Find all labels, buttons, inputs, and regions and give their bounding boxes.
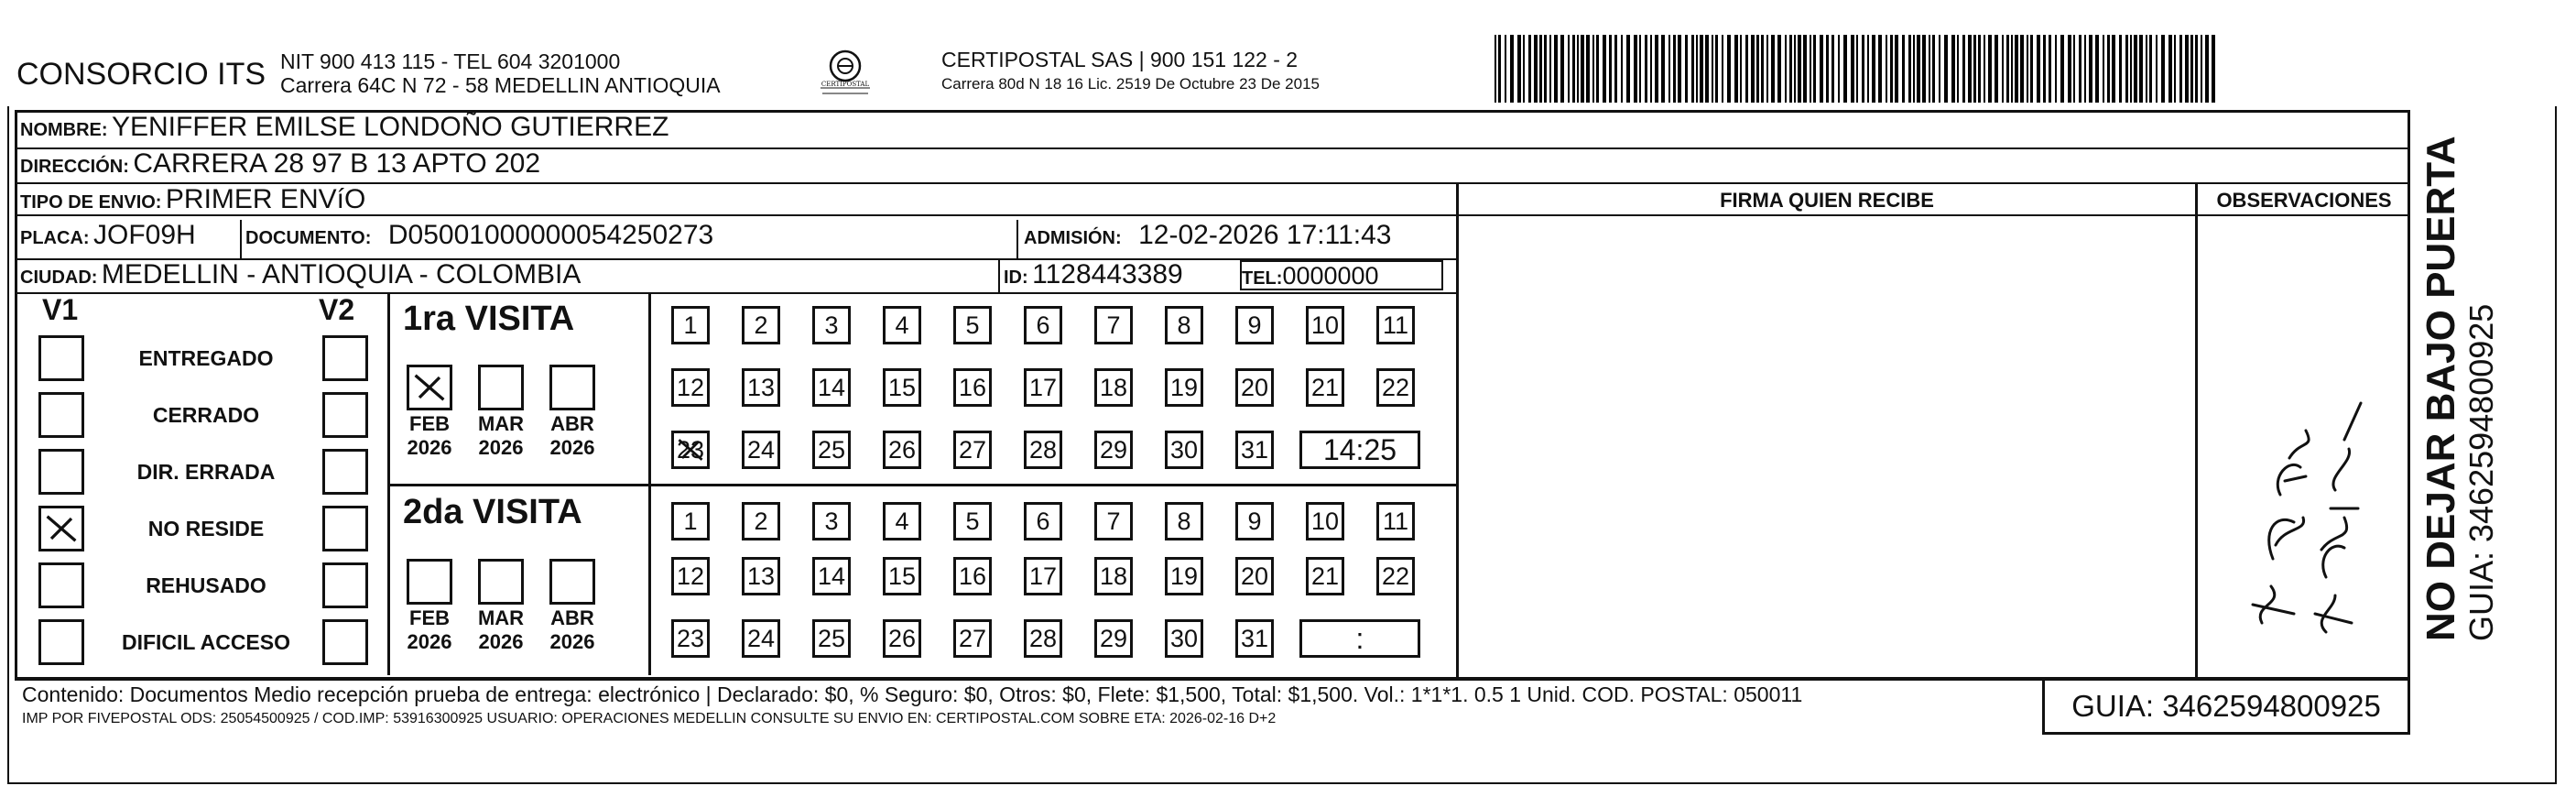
barcode-bar	[1851, 35, 1854, 103]
barcode-bar	[1789, 35, 1792, 103]
barcode-bar	[1831, 35, 1834, 103]
barcode-bar	[1886, 35, 1887, 103]
direccion-value: CARRERA 28 97 B 13 APTO 202	[133, 148, 541, 179]
day-box[interactable]: 27	[953, 619, 992, 658]
barcode-bar	[1777, 35, 1781, 103]
day-box[interactable]: 7	[1094, 502, 1133, 540]
barcode-bar	[1577, 35, 1579, 103]
barcode-bar	[1862, 35, 1864, 103]
month-year: 2026	[407, 436, 452, 459]
barcode-bar	[1878, 35, 1882, 103]
cell-divider	[998, 259, 1000, 292]
day-box[interactable]: 27	[953, 431, 992, 469]
day-box[interactable]: 21	[1306, 368, 1344, 407]
barcode-bar	[1596, 35, 1599, 103]
barcode-bar	[2112, 35, 2115, 103]
barcode-bar	[2201, 35, 2202, 103]
barcode-bar	[1534, 35, 1538, 103]
tipo-label: TIPO DE ENVIO:	[20, 192, 162, 213]
day-box[interactable]: 1	[671, 306, 710, 344]
barcode-bar	[1766, 35, 1768, 103]
barcode-bar	[1626, 35, 1630, 103]
month-name: ABR	[550, 606, 594, 629]
barcode-bar	[1908, 35, 1911, 103]
barcode-bar	[1510, 35, 1514, 103]
day-box[interactable]: 19	[1165, 368, 1203, 407]
barcode-bar	[1771, 35, 1775, 103]
barcode-bar	[2002, 35, 2004, 103]
admision-label: ADMISIÓN:	[1024, 228, 1122, 248]
barcode-bar	[1984, 35, 1985, 103]
barcode-bar	[1740, 35, 1742, 103]
status-v2-checkbox[interactable]	[322, 392, 368, 438]
barcode-bar	[1734, 35, 1738, 103]
barcode-bar	[1867, 35, 1869, 103]
barcode-bar	[1751, 35, 1755, 103]
month-label	[469, 412, 533, 460]
barcode-bar	[1592, 35, 1594, 103]
month-name: MAR	[477, 606, 525, 629]
ciudad-row	[20, 259, 581, 290]
tel-value: 0000000	[1282, 262, 1379, 289]
barcode-bar	[1586, 35, 1590, 103]
barcode-bar	[2020, 35, 2024, 103]
barcode-bar	[2190, 35, 2193, 103]
barcode-bar	[2043, 35, 2046, 103]
barcode-bar	[2125, 35, 2128, 103]
day-box[interactable]: 7	[1094, 306, 1133, 344]
tipo-row	[20, 184, 365, 215]
barcode-bar	[1957, 35, 1959, 103]
month-year: 2026	[478, 436, 524, 459]
ciudad-value: MEDELLIN - ANTIOQUIA - COLOMBIA	[101, 259, 582, 289]
barcode-bar	[1560, 35, 1564, 103]
day-box[interactable]: 17	[1024, 557, 1062, 595]
day-box[interactable]: 4	[883, 306, 921, 344]
barcode-bar	[2037, 35, 2040, 103]
barcode-bar	[1968, 35, 1972, 103]
barcode-bar	[1843, 35, 1847, 103]
barcode-bar	[1639, 35, 1641, 103]
visit-divider	[387, 484, 1457, 486]
barcode-bar	[2089, 35, 2092, 103]
barcode-bar	[1678, 35, 1681, 103]
visit2-title: 2da VISITA	[403, 493, 582, 531]
logo-wordmark: CERTIPOSTAL	[821, 81, 870, 88]
barcode-bar	[2073, 35, 2075, 103]
barcode-bar	[2134, 35, 2137, 103]
firma-header: FIRMA QUIEN RECIBE	[1720, 189, 1934, 212]
day-box[interactable]: 14	[812, 368, 851, 407]
month-year: 2026	[407, 630, 452, 653]
admision-field	[1024, 220, 1391, 251]
barcode-bar	[1890, 35, 1893, 103]
month-year: 2026	[549, 630, 595, 653]
status-label: DIR. ERRADA	[136, 460, 276, 484]
barcode-bar	[1932, 35, 1935, 103]
barcode-bar	[1756, 35, 1759, 103]
tipo-value: PRIMER ENVíO	[165, 184, 366, 214]
barcode-bar	[1568, 35, 1570, 103]
status-v2-checkbox[interactable]	[322, 619, 368, 665]
barcode-bar	[1803, 35, 1807, 103]
admision-value: 12-02-2026 17:11:43	[1138, 220, 1392, 250]
barcode-bar	[1523, 35, 1525, 103]
day-box[interactable]: 13	[742, 557, 780, 595]
barcode-bar	[1761, 35, 1764, 103]
barcode-bar	[1645, 35, 1647, 103]
day-box[interactable]: 8	[1165, 502, 1203, 540]
barcode-bar	[2195, 35, 2198, 103]
barcode-bar	[1922, 35, 1926, 103]
time-box[interactable]: :	[1299, 619, 1420, 658]
barcode-bar	[2205, 35, 2209, 103]
barcode-bar	[1544, 35, 1547, 103]
barcode-bar	[1539, 35, 1542, 103]
v1-header: V1	[42, 293, 79, 326]
status-v1-checkbox[interactable]	[38, 506, 84, 551]
barcode-bar	[1498, 35, 1501, 103]
month-name: ABR	[550, 412, 594, 435]
barcode-bar	[1661, 35, 1665, 103]
day-box[interactable]: 31	[1235, 619, 1274, 658]
id-label: ID:	[1004, 267, 1028, 288]
barcode-bar	[1978, 35, 1981, 103]
barcode-bar	[1895, 35, 1898, 103]
status-v1-checkbox[interactable]	[38, 449, 84, 495]
direccion-label: DIRECCIÓN:	[20, 157, 129, 177]
barcode-bar	[1951, 35, 1955, 103]
day-box[interactable]: 21	[1306, 557, 1344, 595]
side-guia-text: GUIA: 3462594800925	[2462, 303, 2500, 641]
status-v2-checkbox[interactable]	[322, 506, 368, 551]
observaciones-header: OBSERVACIONES	[2216, 189, 2392, 212]
barcode-bar	[2146, 35, 2147, 103]
certipostal-logo	[813, 46, 877, 103]
placa-label: PLACA:	[20, 228, 90, 248]
documento-value: D05001000000054250273	[387, 220, 714, 250]
day-box[interactable]: 10	[1306, 502, 1344, 540]
day-box[interactable]: 15	[883, 557, 921, 595]
month-checkbox[interactable]	[549, 365, 595, 410]
placa-row	[20, 220, 196, 251]
time-box[interactable]: 14:25	[1299, 431, 1420, 469]
barcode-bar	[1856, 35, 1858, 103]
documento-field	[245, 220, 713, 251]
courier-nit: CERTIPOSTAL SAS | 900 151 122 - 2	[941, 48, 1299, 71]
barcode-bar	[1673, 35, 1676, 103]
day-box[interactable]: 17	[1024, 368, 1062, 407]
status-label: REHUSADO	[146, 573, 266, 597]
day-box[interactable]: 23	[671, 431, 710, 469]
barcode-bar	[2174, 35, 2176, 103]
id-field	[1004, 259, 1183, 290]
firma-divider	[1456, 182, 1459, 680]
day-box[interactable]: 6	[1024, 502, 1062, 540]
barcode-bar	[1668, 35, 1670, 103]
day-box[interactable]: 22	[1376, 368, 1415, 407]
barcode-bar	[1655, 35, 1658, 103]
company-nit: NIT 900 413 115 - TEL 604 3201000	[280, 49, 621, 73]
month-name: FEB	[409, 412, 450, 435]
barcode-bar	[1505, 35, 1506, 103]
barcode-bar	[2027, 35, 2028, 103]
barcode-bar	[1872, 35, 1875, 103]
company-name: CONSORCIO ITS	[16, 57, 266, 92]
day-box[interactable]: 12	[671, 557, 710, 595]
month-checkbox[interactable]	[478, 365, 524, 410]
barcode-bar	[1691, 35, 1694, 103]
day-box[interactable]: 8	[1165, 306, 1203, 344]
barcode-bar	[2103, 35, 2104, 103]
barcode-bar	[1685, 35, 1688, 103]
barcode-bar	[1820, 35, 1823, 103]
status-v1-checkbox[interactable]	[38, 335, 84, 381]
barcode-bar	[1517, 35, 1521, 103]
barcode-bar	[1794, 35, 1796, 103]
day-box[interactable]: 11	[1376, 306, 1415, 344]
day-box[interactable]: 19	[1165, 557, 1203, 595]
nombre-row	[20, 112, 668, 143]
status-label: ENTREGADO	[138, 346, 274, 370]
barcode-bar	[1826, 35, 1829, 103]
barcode-bar	[1528, 35, 1531, 103]
month-name: FEB	[409, 606, 450, 629]
day-box[interactable]: 31	[1235, 431, 1274, 469]
month-label	[397, 606, 462, 654]
day-box[interactable]: 18	[1094, 557, 1133, 595]
v2-header: V2	[319, 293, 355, 326]
month-year: 2026	[478, 630, 524, 653]
barcode-bar	[2006, 35, 2009, 103]
barcode-bar	[1712, 35, 1713, 103]
day-box[interactable]: 6	[1024, 306, 1062, 344]
barcode-bar	[1917, 35, 1920, 103]
day-box[interactable]: 10	[1306, 306, 1344, 344]
tel-field	[1240, 260, 1443, 290]
day-box[interactable]: 1	[671, 502, 710, 540]
barcode-bar	[2107, 35, 2110, 103]
barcode-bar	[2068, 35, 2071, 103]
status-v1-checkbox[interactable]	[38, 392, 84, 438]
day-box[interactable]: 5	[953, 502, 992, 540]
barcode-bar	[2060, 35, 2064, 103]
barcode-bar	[2095, 35, 2099, 103]
barcode-bar	[1554, 35, 1558, 103]
barcode-bar	[1810, 35, 1811, 103]
barcode-bar	[1902, 35, 1905, 103]
day-box[interactable]: 14	[812, 557, 851, 595]
day-box[interactable]: 24	[742, 619, 780, 658]
barcode-bar	[1929, 35, 1930, 103]
day-box[interactable]: 23	[671, 619, 710, 658]
barcode-bar	[2130, 35, 2132, 103]
documento-label: DOCUMENTO:	[245, 228, 372, 248]
month-checkbox[interactable]	[549, 559, 595, 605]
day-box[interactable]: 25	[812, 431, 851, 469]
day-box[interactable]: 28	[1024, 431, 1062, 469]
barcode-bar	[1722, 35, 1723, 103]
company-address: Carrera 64C N 72 - 58 MEDELLIN ANTIOQUIA	[280, 73, 721, 97]
barcode-bar	[1634, 35, 1637, 103]
barcode-bar	[1581, 35, 1584, 103]
day-box[interactable]: 20	[1235, 557, 1274, 595]
barcode-bar	[2161, 35, 2165, 103]
day-box[interactable]: 29	[1094, 431, 1133, 469]
day-box[interactable]: 26	[883, 619, 921, 658]
barcode-bar	[1988, 35, 1992, 103]
barcode-bar	[1838, 35, 1840, 103]
day-box[interactable]: 2	[742, 502, 780, 540]
barcode-bar	[2149, 35, 2152, 103]
day-box[interactable]: 9	[1235, 306, 1274, 344]
status-v2-checkbox[interactable]	[322, 335, 368, 381]
cell-divider	[1016, 220, 1018, 258]
imp-text: IMP POR FIVEPOSTAL ODS: 25054500925 / COD.IMP: 53916300925 USUARIO: OPERACIONES MEDELLIN CONSULTE SU ENVIO EN: CERTIPOSTAL.COM SOBRE ETA: 2026-02-16 D+2	[22, 711, 1277, 726]
day-box[interactable]: 16	[953, 557, 992, 595]
month-checkbox[interactable]	[407, 559, 452, 605]
month-checkbox[interactable]	[478, 559, 524, 605]
barcode-bar	[2119, 35, 2122, 103]
row-line	[15, 292, 1458, 294]
barcode-bar	[1994, 35, 1998, 103]
day-box[interactable]: 13	[742, 368, 780, 407]
barcode-bar	[1572, 35, 1575, 103]
month-label	[540, 412, 604, 460]
placa-value: JOF09H	[93, 220, 196, 250]
month-label	[397, 412, 462, 460]
day-box[interactable]: 15	[883, 368, 921, 407]
day-box[interactable]: 16	[953, 368, 992, 407]
day-box[interactable]: 29	[1094, 619, 1133, 658]
barcode-bar	[1944, 35, 1948, 103]
status-v2-checkbox[interactable]	[322, 562, 368, 608]
barcode-bar	[2185, 35, 2189, 103]
status-v1-checkbox[interactable]	[38, 562, 84, 608]
barcode-bar	[1813, 35, 1816, 103]
day-box[interactable]: 30	[1165, 431, 1203, 469]
guia-box	[2042, 678, 2410, 735]
barcode-bar	[2179, 35, 2182, 103]
cell-divider	[240, 220, 242, 258]
barcode-bar	[1609, 35, 1612, 103]
contenido-text: Contenido: Documentos Medio recepción prueba de entrega: electrónico | Declarado: $0, % Seguro: $0, Otros: $0, Flete: $1,500, Total: $1,500. Vol.: 1*1*1. 0.5 1 Unid. COD. POSTAL: 050011	[22, 682, 1803, 706]
month-year: 2026	[549, 436, 595, 459]
barcode-bar	[2079, 35, 2081, 103]
day-box[interactable]: 4	[883, 502, 921, 540]
barcode-bar	[1495, 35, 1496, 103]
barcode-bar	[1549, 35, 1551, 103]
day-box[interactable]: 2	[742, 306, 780, 344]
day-box[interactable]: 24	[742, 431, 780, 469]
status-v2-checkbox[interactable]	[322, 449, 368, 495]
barcode-bar	[2055, 35, 2057, 103]
direccion-row	[20, 148, 540, 180]
barcode-bar	[1614, 35, 1617, 103]
status-v1-checkbox[interactable]	[38, 619, 84, 665]
barcode-bar	[2212, 35, 2215, 103]
barcode-bar	[1715, 35, 1718, 103]
month-name: MAR	[477, 412, 525, 435]
day-box[interactable]: 11	[1376, 502, 1415, 540]
status-label: CERRADO	[152, 403, 260, 427]
barcode-bar	[2015, 35, 2018, 103]
day-box[interactable]: 30	[1165, 619, 1203, 658]
barcode-bar	[1962, 35, 1965, 103]
day-box[interactable]: 26	[883, 431, 921, 469]
nombre-label: NOMBRE:	[20, 120, 108, 140]
month-label	[540, 606, 604, 654]
day-box[interactable]: 22	[1376, 557, 1415, 595]
day-box[interactable]: 3	[812, 306, 851, 344]
barcode-bar	[1798, 35, 1801, 103]
month-label	[469, 606, 533, 654]
day-box[interactable]: 12	[671, 368, 710, 407]
column-header-line	[1456, 214, 2410, 216]
barcode-bar	[2030, 35, 2033, 103]
barcode-bar	[1696, 35, 1698, 103]
day-box[interactable]: 9	[1235, 502, 1274, 540]
barcode-bar	[1705, 35, 1709, 103]
barcode-bar	[1621, 35, 1623, 103]
barcode-bar	[1603, 35, 1606, 103]
barcode-bar	[1939, 35, 1940, 103]
barcode-bar	[1650, 35, 1652, 103]
status-label: NO RESIDE	[147, 517, 265, 540]
barcode-bar	[1913, 35, 1915, 103]
barcode-bar	[2011, 35, 2013, 103]
handwritten-signature	[2198, 302, 2372, 650]
barcode-bar	[1745, 35, 1748, 103]
tel-label: TEL:	[1242, 268, 1283, 289]
nombre-value: YENIFFER EMILSE LONDOÑO GUTIERREZ	[112, 112, 669, 142]
day-box[interactable]: 28	[1024, 619, 1062, 658]
visit1-title: 1ra VISITA	[403, 300, 575, 338]
barcode-bar	[2168, 35, 2172, 103]
barcode-bar	[2156, 35, 2158, 103]
barcode-bar	[1785, 35, 1787, 103]
barcode	[1495, 35, 2225, 103]
courier-address: Carrera 80d N 18 16 Lic. 2519 De Octubre 23 De 2015	[941, 75, 1320, 93]
barcode-bar	[1727, 35, 1731, 103]
barcode-bar	[1700, 35, 1703, 103]
day-box[interactable]: 3	[812, 502, 851, 540]
day-box[interactable]: 5	[953, 306, 992, 344]
no-dejar-text: NO DEJAR BAJO PUERTA	[2418, 136, 2463, 641]
barcode-bar	[2049, 35, 2051, 103]
guia-value: GUIA: 3462594800925	[2071, 689, 2381, 723]
month-checkbox[interactable]	[407, 365, 452, 410]
barcode-bar	[1973, 35, 1976, 103]
day-box[interactable]: 20	[1235, 368, 1274, 407]
row-line	[15, 182, 2410, 184]
day-box[interactable]: 25	[812, 619, 851, 658]
side-warning	[2419, 136, 2500, 641]
id-value: 1128443389	[1032, 259, 1183, 289]
ciudad-label: CIUDAD:	[20, 267, 98, 288]
status-label: DIFICIL ACCESO	[121, 630, 290, 654]
barcode-bar	[2084, 35, 2086, 103]
day-box[interactable]: 18	[1094, 368, 1133, 407]
barcode-bar	[2139, 35, 2143, 103]
